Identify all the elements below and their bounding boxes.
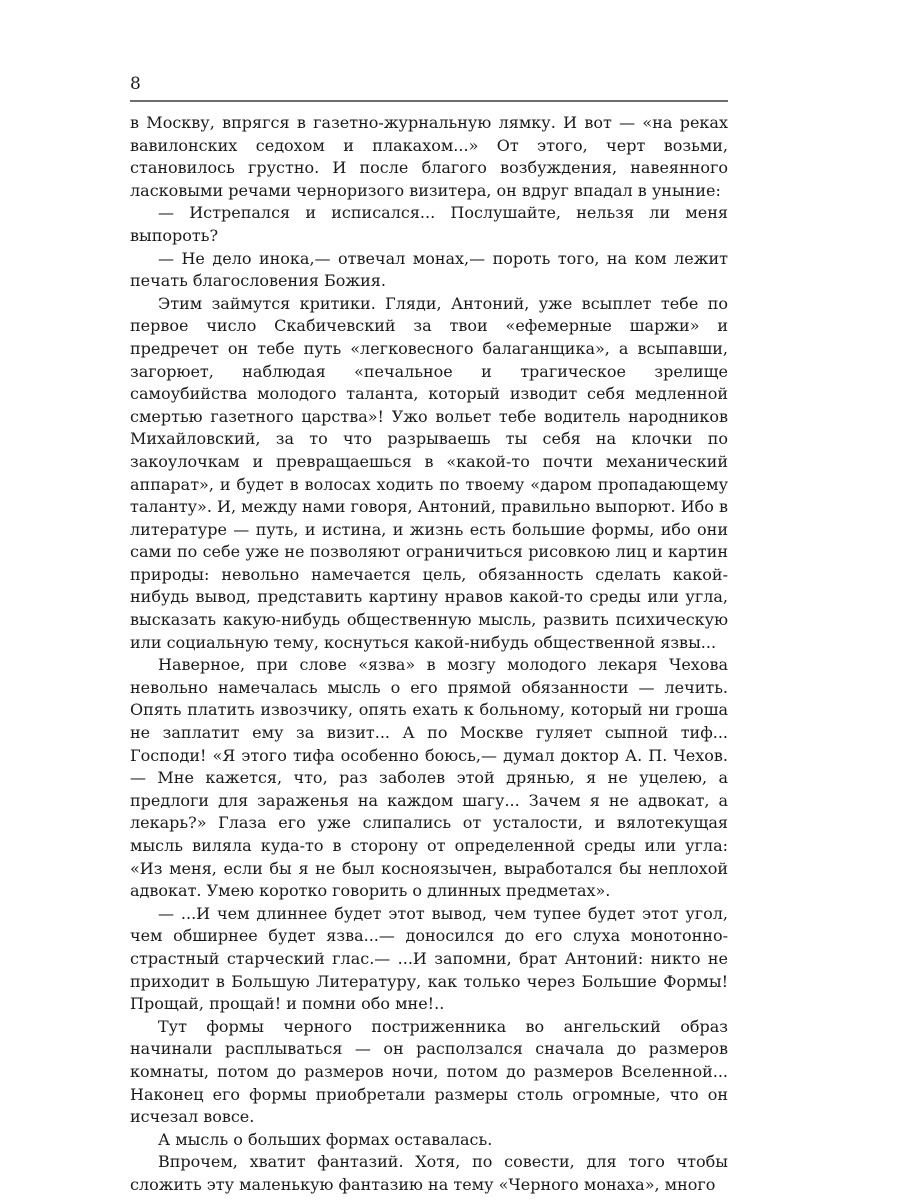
- page-header: [130, 72, 728, 102]
- header-rule: [130, 100, 728, 102]
- paragraph: А мысль о больших формах оставалась.: [158, 1129, 493, 1149]
- paragraph: в Москву, впрягся в газетно-журнальную лямку. И вот — «на реках вавилонских седохом и плакахом...» От этого, черт возьми, становилось грустно. И после благого возбуждения, навеянного ласковыми речами черноризого визитера, он вдруг впадал в уныние:: [130, 113, 728, 200]
- paragraph: Тут формы черного постриженника во ангельский образ начинали расплываться — он расползался сначала до размеров комнаты, потом до размеров ночи, потом до размеров Вселенной... Наконец его формы приобретали размеры столь огромные, что он исчезал вовсе.: [130, 1016, 728, 1127]
- book-page: [130, 72, 728, 1197]
- paragraph: — ...И чем длиннее будет этот вывод, чем тупее будет этот угол, чем обширнее будет язва...— доносился до его слуха монотонно-страстный старческий глас.— ...И запомни, брат Антоний: никто не приходит в Большую Литературу, как только через Большие Формы! Прощай, прощай! и помни обо мне!..: [130, 903, 728, 1014]
- paragraph: Впрочем, хватит фантазий. Хотя, по совести, для того чтобы сложить эту маленькую фантазию на тему «Черного монаха», много: [130, 1152, 728, 1194]
- paragraph: — Не дело инока,— отвечал монах,— пороть того, на ком лежит печать благословения Божия.: [130, 248, 728, 291]
- body-text: [130, 112, 728, 1197]
- page-number: 8: [130, 74, 141, 94]
- paragraph: Наверное, при слове «язва» в мозгу молодого лекаря Чехова невольно намечалась мысль о его прямой обязанности — лечить. Опять платить извозчику, опять ехать к больному, который ни гроша не заплатит ему за визит... А по Москве гуляет сыпной тиф... Господи! «Я этого тифа особенно боюсь,— думал доктор А. П. Чехов.— Мне кажется, что, раз заболев этой дрянью, я не уцелею, а предлоги для зараженья на каждом шагу... Зачем я не адвокат, а лекарь?» Глаза его уже слипались от усталости, и вялотекущая мысль виляла куда-то в сторону от определенной среды или угла: «Из меня, если бы я не был косноязычен, выработался бы неплохой адвокат. Умею коротко говорить о длинных предметах».: [130, 655, 728, 901]
- paragraph: — Истрепался и исписался... Послушайте, нельзя ли меня выпороть?: [130, 203, 728, 245]
- paragraph: Этим займутся критики. Гляди, Антоний, уже всыплет тебе по первое число Скабичевский за твои «ефемерные шаржи» и предречет он тебе путь «легковесного балаганщика», а всыпавши, загорюет, наблюдая «печальное и трагическое зрелище самоубийства молодого таланта, который изводит себя медленной смертью газетного царства»! Ужо вольет тебе водитель народников Михайловский, за то что разрываешь ты себя на клочки по закоулочкам и превращаешься в «какой-то почти механический аппарат», и будет в волосах ходить по твоему «даром пропадающему таланту». И, между нами говоря, Антоний, правильно выпорют. Ибо в литературе — путь, и истина, и жизнь есть большие формы, ибо они сами по себе уже не позволяют ограничиться рисовкою лиц и картин природы: невольно намечается цель, обязанность сделать какой-нибудь вывод, представить картину нравов какой-то среды или угла, высказать какую-нибудь общественную мысль, развить психическую или социальную тему, коснуться какой-нибудь общественной язвы...: [130, 293, 729, 652]
